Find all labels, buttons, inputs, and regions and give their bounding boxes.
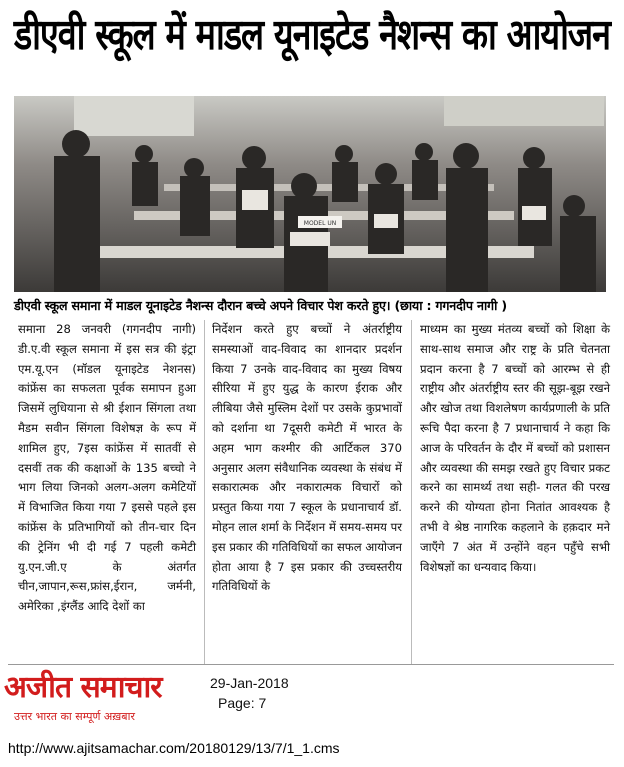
column-divider (411, 320, 412, 665)
classroom-photo-illustration (14, 96, 606, 292)
headline: डीएवी स्कूल में माडल यूनाइटेड नैशन्स का आयोजन (13, 10, 611, 60)
article-text-3: माध्यम का मुख्य मंतव्य बच्चों को शिक्षा के साथ-साथ समाज और राष्ट्र के प्रति चेतनता प्रदान करना है 7 बच्चों को आरम्भ से ही राष्ट्रीय और अंतर्राष्ट्रीय स्तर की सूझ-बूझ रखने और खोज तथा विशलेषण कार्यप्रणाली के प्रति रूचि पैदा करना है 7 प्रधानाचार्य ने कहा कि आज के परिवर्तन के दौर में बच्चों को प्रशासन और व्यवस्था की समझ रखते हुए विचार प्रकट करने का सामर्थ्य तथा सही- गलत की परख करने की योग्यता होना नितांत आवश्यक है तभी वे श्रेष्ठ नागरिक कहलाने के हक़दार मने जाएँगे 7 अंत में उन्होंने वहन पहुँचे सभी विशेषज्ञों का धन्यवाद किया। (420, 322, 610, 574)
article-text-1: समाना 28 जनवरी (गगनदीप नागी) डी.ए.वी स्कूल समाना में इस सत्र की इंट्रा एम.यू.एन (मॉडल यूनाइटेड नेशनस) कांफ्रेंस का सफलता पूर्वक समापन हुआ जिसमें लुधियाना से श्री ईशान सिंगला तथा मैडम सवीन सिंगला विशेषज्ञ के रूप में शामिल हुए, 7इस कांफ्रेंस में सातवीं से दसवीं तक की कक्षाओं के 135 बच्चो ने भाग लिया जिनको अलग-अलग कमेटियों में विभाजित किया गया 7 इससे पहले इस कांफ्रेंस के प्रतिभागियों को तीन-चार दिन की ट्रेनिंग भी दी गई 7 पहली कमेटी यु.एन.जी.ए के अंतर्गत चीन,जापान,रूस,फ्रांस,ईरान, जर्मनी, अमेरिका ,इंग्लैंड आदि देशों का (18, 322, 196, 614)
article-column-3 (420, 320, 610, 660)
placard-text: MODEL UN (303, 220, 337, 227)
article-column-2 (212, 320, 402, 660)
article-column-1 (18, 320, 196, 660)
column-divider (204, 320, 205, 665)
publication-date: 29-Jan-2018 (210, 675, 289, 691)
footer-divider (8, 664, 614, 665)
newspaper-logo: अजीत समाचार (4, 670, 162, 705)
article-text-2: निर्देशन करते हुए बच्चों ने अंतर्राष्ट्रीय समस्याओं वाद-विवाद का शानदार प्रदर्शन किया 7 उनके वाद-विवाद का मुख्य विषय सीरिया में हुए युद्ध के कारण ईराक और लीबिया जैसे मुस्लिम देशों पर उसके कुप्रभावों को दर्शाना था 7दूसरी कमेटी में भारत के अहम भाग कश्मीर की आर्टिकल 370 अनुसार अलग संवैधानिक व्यवस्था के संबंध में सकारात्मक और नकारात्मक विचारों को प्रस्तुत किया गया 7 स्कूल के प्रधानाचार्य डॉ. मोहन लाल शर्मा के निर्देशन में समय-समय पर इस प्रकार की गतिविधियों का सफल आयोजन होता आया है 7 इस प्रकार की उच्चस्तरीय गतिविधियों के (212, 322, 402, 594)
page-number: Page: 7 (218, 695, 267, 711)
photo-caption: डीएवी स्कूल समाना में माडल यूनाइटेड नैशन्स दौरान बच्चे अपने विचार पेश करते हुए। (छाया : गगनदीप नागी ) (14, 298, 507, 313)
newspaper-tagline: उत्तर भारत का सम्पूर्ण अख़बार (14, 710, 135, 723)
news-photo (14, 96, 606, 292)
source-url[interactable]: http://www.ajitsamachar.com/20180129/13/7/1_1.cms (8, 740, 340, 756)
